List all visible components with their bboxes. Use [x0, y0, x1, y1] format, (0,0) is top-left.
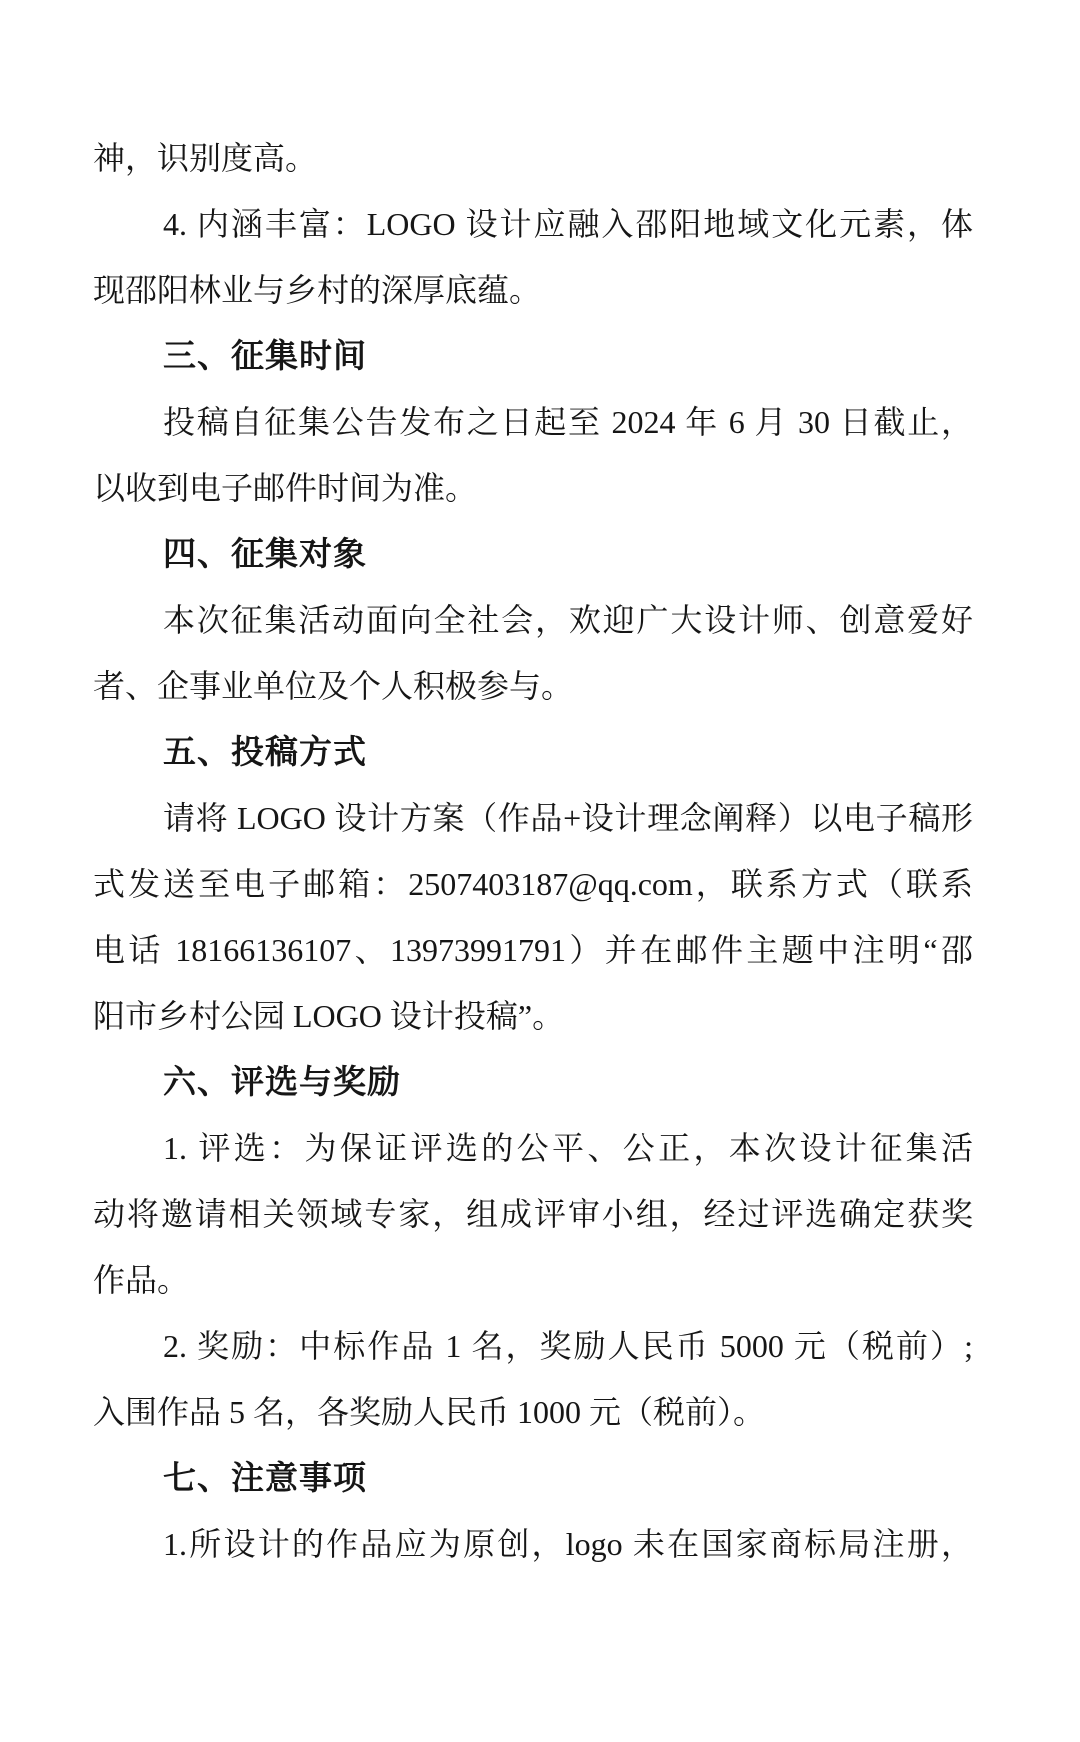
- body-line-submission-1: 请将 LOGO 设计方案（作品+设计理念阐释）以电子稿形: [163, 800, 973, 836]
- body-line-recognition-tail: 神，识别度高。: [93, 140, 318, 176]
- body-line-evaluation-1: 1. 评选：为保证评选的公平、公正，本次设计征集活: [163, 1130, 973, 1166]
- body-line-rich-meaning-tail: 现邵阳林业与乡村的深厚底蕴。: [93, 272, 542, 308]
- body-line-submission-email: 式发送至电子邮箱：2507403187@qq.com，联系方式（联系: [93, 866, 973, 902]
- heading-submission-method: 五、投稿方式: [163, 733, 367, 770]
- body-line-award-finalist: 入围作品 5 名，各奖励人民币 1000 元（税前）。: [93, 1394, 766, 1430]
- body-line-evaluation-tail: 作品。: [93, 1262, 190, 1298]
- heading-evaluation-awards: 六、评选与奖励: [163, 1063, 401, 1100]
- body-line-submission-phones: 电话 18166136107、13973991791）并在邮件主题中注明“邵: [93, 932, 973, 968]
- heading-collection-target: 四、征集对象: [163, 535, 367, 572]
- body-line-audience: 本次征集活动面向全社会，欢迎广大设计师、创意爱好: [163, 602, 973, 638]
- body-line-evaluation-2: 动将邀请相关领域专家，组成评审小组，经过评选确定获奖: [93, 1196, 973, 1232]
- body-line-award-winner: 2. 奖励：中标作品 1 名，奖励人民币 5000 元（税前）;: [163, 1328, 973, 1364]
- body-line-rich-meaning: 4. 内涵丰富：LOGO 设计应融入邵阳地域文化元素，体: [163, 206, 973, 242]
- body-line-submission-subject-tail: 阳市乡村公园 LOGO 设计投稿”。: [93, 998, 565, 1034]
- heading-collection-time: 三、征集时间: [163, 337, 367, 374]
- heading-notes: 七、注意事项: [163, 1459, 367, 1496]
- body-line-deadline: 投稿自征集公告发布之日起至 2024 年 6 月 30 日截止，: [163, 404, 973, 440]
- body-line-note-original: 1.所设计的作品应为原创，logo 未在国家商标局注册，: [163, 1526, 973, 1562]
- body-line-audience-tail: 者、企事业单位及个人积极参与。: [93, 668, 574, 704]
- body-line-deadline-tail: 以收到电子邮件时间为准。: [93, 470, 478, 506]
